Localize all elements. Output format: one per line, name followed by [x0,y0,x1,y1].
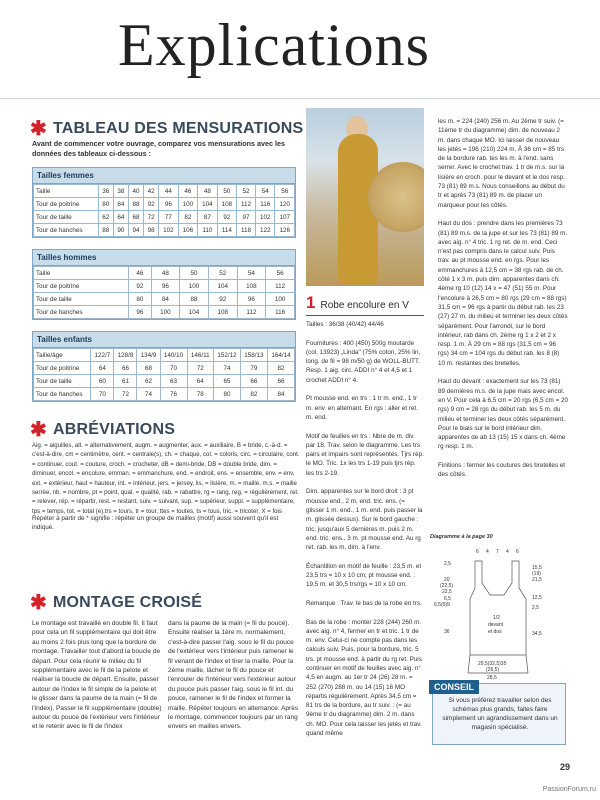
table-cell: 82 [267,362,294,375]
table-cell: 92 [144,198,159,211]
table-cell: 80 [129,293,151,306]
table-row [34,185,295,198]
table-cell: 56 [275,185,295,198]
footer-watermark: PassionForum.ru [542,786,596,793]
asterisk-icon: ✱ [30,118,47,140]
row-label: Tour de poitrine [34,280,129,293]
svg-text:(22,5): (22,5) [440,583,454,589]
table-cell: 66 [114,362,137,375]
table-cell: 82 [240,388,267,401]
page-title: Explications [118,12,430,78]
table-femmes [32,167,296,238]
conseil-tag: CONSEIL [429,680,479,694]
diagram-title: Diagramme à la page 30 [430,534,493,540]
table-row [34,280,295,293]
table-cell: 48 [151,267,180,280]
table-cell: 70 [160,362,187,375]
table-cell: 84 [267,388,294,401]
diag-label-top: 6 [476,549,479,555]
svg-text:(26,5): (26,5) [486,667,500,673]
abreviations-repeat: Répéter à partir de * signifie : répéter un groupe de mailles (motif) aussi souvent qu'il est indiqué. [32,515,279,531]
table-cell: 126 [275,224,295,237]
table-row [34,224,295,237]
svg-text:28,5: 28,5 [487,675,497,681]
table-cell: 108 [237,280,266,293]
table-cell: 74 [213,362,240,375]
conseil-box [432,683,566,745]
table-cell: 108 [208,306,237,319]
table-cell: 64 [187,375,213,388]
table-row [34,349,295,362]
table-cell: 120 [275,198,295,211]
table-cell: 106 [178,224,197,237]
row-label: Tour de hanches [34,306,129,319]
table-cell: 84 [113,198,128,211]
svg-text:1/2: 1/2 [493,615,500,621]
table-cell: 122/7 [91,349,114,362]
table-cell: 36 [98,185,113,198]
row-label: Taille [34,267,129,280]
svg-text:12,5: 12,5 [532,595,542,601]
table-cell: 158/13 [240,349,267,362]
table-enfants [32,331,296,402]
table-cell: 104 [198,198,217,211]
table-cell: 54 [255,185,274,198]
table-cell: 77 [159,211,178,224]
table-cell: 87 [198,211,217,224]
table-cell: 56 [266,267,295,280]
mensurations-heading [30,119,303,139]
table-cell: 48 [198,185,217,198]
svg-text:6,5(6)9: 6,5(6)9 [434,602,450,608]
table-cell: 50 [180,267,209,280]
montage-col2: dans la paume de la main (= fil du pouce). Ensuite réaliser la 1ère m. normalement, c'est-à-dire passer l'aig. sous le fil du pouce de l'extérieur vers l'intérieur puis ramener le fil venant de l'index et tirer la maille. Pour la 2ème maille, lâcher le fil du pouce et l'enrouler de l'intérieur vers l'extérieur autour du pouce puis passer l'aig. sous le fil int. du pouce, ramener le fil de l'index et former la maille. Répéter toujours en alternance. Après le montage, commencer toujours par un rang envers en mailles envers. [168,620,299,731]
table-cell: 98 [144,224,159,237]
svg-text:(19): (19) [532,571,541,577]
table-cell: 62 [137,375,160,388]
svg-text:15,5: 15,5 [532,565,542,571]
table-cell: 72 [187,362,213,375]
table-cell: 66 [267,375,294,388]
table-cell: 110 [198,224,217,237]
table-cell: 108 [217,198,236,211]
table-cell: 112 [266,280,295,293]
table-cell: 102 [255,211,274,224]
montage-col1: Le montage est travaillé en double fil. Il faut pour cela un fil supplémentaire qui doit être au moins 2 fois plus long que la bordure de montage. Travailler tout d'abord la boucle de départ. Pour cela réunir le milieu du fil supplémentaire avec le fil de la pelote et réaliser la boucle de départ. Ensuite, passer autour de l'index le fil simple de la pelote et le glisser dans la paume de la main (= fil de l'index). Passer le fil supplémentaire (double) autour du pouce de l'extérieur vers l'intérieur et le retenir avec le fil de l'index [32,620,162,731]
table-cell: 102 [159,224,178,237]
table-row [34,388,295,401]
table-cell: 60 [91,375,114,388]
row-label: Tour de poitrine [34,198,99,211]
table-cell: 50 [217,185,236,198]
table-cell: 61 [114,375,137,388]
table-cell: 107 [275,211,295,224]
table-row [34,362,295,375]
table-cell: 64 [91,362,114,375]
table-cell: 72 [144,211,159,224]
svg-text:7: 7 [496,549,499,555]
svg-text:21,5: 21,5 [532,577,542,583]
table-cell: 100 [180,280,209,293]
svg-text:2,5: 2,5 [532,605,539,611]
table-enfants-title: Tailles enfants [33,332,295,348]
table-cell: 88 [180,293,209,306]
table-cell: 90 [113,224,128,237]
table-cell: 164/14 [267,349,294,362]
svg-text:29,5(32,5)35: 29,5(32,5)35 [478,661,507,667]
table-cell: 82 [178,211,197,224]
table-cell: 65 [213,375,240,388]
table-cell: 104 [180,306,209,319]
table-row [34,306,295,319]
montage-heading-text: MONTAGE CROISÉ [52,594,203,611]
svg-text:6: 6 [516,549,519,555]
robe-title: Robe encolure en V [320,300,409,311]
table-cell: 94 [128,224,143,237]
row-label: Tour de taille [34,375,91,388]
svg-text:6,5: 6,5 [444,596,451,602]
svg-text:22,5: 22,5 [442,589,452,595]
dress-diagram [430,543,565,681]
table-cell: 100 [151,306,180,319]
title-divider [0,98,600,99]
asterisk-icon: ✱ [30,419,47,441]
table-row [34,293,295,306]
table-cell: 152/12 [213,349,240,362]
svg-text:4: 4 [486,549,489,555]
table-cell: 88 [98,224,113,237]
table-cell: 64 [113,211,128,224]
table-cell: 46 [178,185,197,198]
table-row [34,198,295,211]
row-label: Tour de hanches [34,388,91,401]
table-cell: 140/10 [160,349,187,362]
dress-outline [470,561,526,655]
robe-heading [306,293,424,316]
table-cell: 118 [237,224,256,237]
montage-heading [30,593,202,613]
table-cell: 92 [217,211,236,224]
row-label: Tour de hanches [34,224,99,237]
table-cell: 97 [237,211,256,224]
mensurations-heading-text: TABLEAU DES MENSURATIONS [52,120,304,137]
table-cell: 96 [129,306,151,319]
svg-text:4: 4 [506,549,509,555]
conseil-text: Si vous préférez travailler selon des schémas plus grands, faites faire simplement un agrandissement dans un magasin spécialisé. [442,697,558,731]
table-cell: 100 [178,198,197,211]
table-cell: 72 [114,388,137,401]
table-cell: 74 [137,388,160,401]
table-femmes-title: Tailles femmes [33,168,295,184]
row-label: Tour de taille [34,211,99,224]
row-label: Taille/âge [34,349,91,362]
table-cell: 88 [128,198,143,211]
table-cell: 104 [208,280,237,293]
svg-text:devant: devant [488,622,504,628]
table-cell: 63 [160,375,187,388]
table-cell: 80 [213,388,240,401]
abreviations-heading [30,420,175,440]
row-label: Tour de taille [34,293,129,306]
abreviations-heading-text: ABRÉVIATIONS [52,421,176,438]
table-cell: 116 [255,198,274,211]
table-cell: 66 [240,375,267,388]
table-cell: 146/11 [187,349,213,362]
table-hommes [32,249,296,320]
svg-text:34,5: 34,5 [532,631,542,637]
abreviations-text: Aig. = aiguilles, alt. = alternativement, augm. = augmenter, aux. = auxiliaire, B = bride, c.-à-d. = c'est-à-dire, cm = centimètre, cent. = centrale(s), ch. = chaque, col. = coloris, circ. = circulaire, cont. = continuer, cout. = couture, croch. = crocheter, dB = demi-bride, DB = double bride, dim. = diminuer, encol. = encolure, emman. = emmanchure, end. = endroit, ens. = ensemble, env. = env, ext. = extérieur, haut = hauteur, int. = intérieur, jers. = jersey, lis. = lisière, m. = maille, m.s. = maille serrée, nb. = nombre, pt = point, qual. = qualité, rab. = rabattre, rg = rang, reg. = régulièrement, rel. = relever, rép. = répartir, rest. = restant, suiv. = suivant, sup. = supérieur, suppl. = supplémentaire, tps = temps, tot. = total (e),trs = tours, tr = tour, ttes = toutes, ts = tous, tric. = tricoter, X = fois [32,442,300,515]
page-number: 29 [559,762,570,772]
mensurations-intro: Avant de commencer votre ouvrage, comparez vos mensurations avec les données des tableaux ci-dessous : [32,139,285,158]
svg-text:et dos: et dos [488,629,502,635]
table-cell: 96 [151,280,180,293]
robe-number: 1 [306,293,316,312]
table-cell: 92 [208,293,237,306]
table-cell: 44 [159,185,178,198]
table-cell: 52 [208,267,237,280]
instructions-right: les m. = 224 (240) 256 m. Au 2ème tr suiv. (= 11ème tr du diagramme) dim. de nouveau 2 m. dans chaque MO. Ici laisser de nouveau les jetés = 196 (210) 224 m. À 36 cm = 85 trs de la bordure rab. tes les m. à l'end. sans serrer. Avec le crochet trav. 1 tr de m.s. sur la lisière en croch. pour le devant et le dos resp. 73 (81) 89 m.s. Nous conseillons au début du tr et après 73 (81) 89 m. de placer un marqueur pour les côtés. Haut du dos : prendre dans les premières 73 (81) 89 m.s. de la jupe et sur les 73 (81) 89 m. avec aig. n° 4 tric. 1 rg ret. de m. end. Ceci n'est pas compris dans le calcul suiv. Puis trav. au pt mousse end. en rgs. Pour les emmanchures à 12,5 cm = 38 rgs rab. de ch. côté 1 x 3 m. puis dim. apparentes dans ch. 4ème rg 10 (12) 14 x = 47 (51) 55 m. Pour l'encolure à 26,5 cm = 80 rgs (29 cm = 88 rgs) 31,5 cm = 96 rgs à partir du début rab. les 23 (27) 27 m. du milieu et terminer les deux côtés séparément. Pour l'arrondi, sur le bord intérieur, rab dans ch. 2ème rg 1 x 2 et 2 x resp. 1 m. À 29 cm = 88 rgs (31,5 cm = 96 rgs) 34 cm = 104 rgs du début rab. les 8 (8) 10 m. restantes des bretelles. Haut du devant : exactement sur les 73 (81) 89 dernières m.s. de la jupe mais avec encol. en V. Pour cela à 6,5 cm = 20 rgs (6,5 cm = 20 rgs) 9 cm = 28 rgs du début rab. les 5 m. du milieu et terminer les deux côtés séparément. Pour le biais sur le bord intérieur dim. apparentes de ab 13 (15) 15 x dans ch. 4ème rg resp. 1 m. Finitions : fermer les coutures des bretelles et des côtés. [438,118,568,479]
table-cell: 112 [237,306,266,319]
row-label: Tour de poitrine [34,362,91,375]
table-cell: 40 [128,185,143,198]
table-cell: 78 [187,388,213,401]
table-hommes-title: Tailles hommes [33,250,295,266]
row-label: Taille [34,185,99,198]
table-row [34,267,295,280]
model-photo [306,108,424,286]
table-cell: 92 [129,280,151,293]
table-cell: 54 [237,267,266,280]
table-row [34,211,295,224]
asterisk-icon: ✱ [30,592,47,614]
table-cell: 80 [98,198,113,211]
table-cell: 112 [237,198,256,211]
table-cell: 116 [266,306,295,319]
table-cell: 134/9 [137,349,160,362]
svg-text:2,5: 2,5 [444,561,451,567]
table-cell: 96 [237,293,266,306]
svg-text:36: 36 [444,629,450,635]
svg-text:20: 20 [444,577,450,583]
table-cell: 42 [144,185,159,198]
table-cell: 68 [128,211,143,224]
table-cell: 70 [91,388,114,401]
table-cell: 84 [151,293,180,306]
table-cell: 46 [129,267,151,280]
table-cell: 76 [160,388,187,401]
table-cell: 68 [137,362,160,375]
table-cell: 114 [217,224,236,237]
table-cell: 122 [255,224,274,237]
table-cell: 52 [237,185,256,198]
robe-instructions: Tailles : 36/38 (40/42) 44/46 Fournitures : 400 (450) 500g moutarde (col. 13923) „Linda" (75% coton, 25% lin, long. de fil = 98 m/50 g) de WOLL-BUTT. Resp. 1 aig. circ. ADDI n° 4 et 4,5 et 1 crochet ADDI n° 4. Pt mousse end. en trs : 1 tr m. end., 1 tr m. env. en alternant. En rgs : aller et ret. m. end. Motif de feuilles en trs : Nbre de m. div. par 18. Trav. selon le diagramme. Les trs pairs et impairs sont représentés. Tjrs rép. le MO. Tric. 1x les trs 1-19 puis tjrs rép. les trs 2-19. Dim. apparentes sur le bord droit : 3 pt mousse end., 2 m. end. tric. ens. (= glisser 1 m. end., 1 m. end. puis passer la m. glissée dessus). Sur le bord gauche : tric. jusqu'aux 5 dernières m. puis 2 m. end. tric. ens., 3 m. pt mousse end. Au rg ret. rab. les m. dim. à l'env. Échantillon en motif de feuille : 23,5 m. et 23,5 trs = 10 x 10 cm; pt mousse end. : 19,5 m. et 30,5 trs/rgs = 10 x 10 cm. Remarque : Trav. le bas de la robe en trs. Bas de la robe : monter 228 (244) 260 m. avec aig. n° 4, fermer en tr et tric. 1 tr de m. env. Celui-ci ne compte pas dans les calculs suiv. Puis, pour la bordure, tric. 5 trs. pt mousse end. à partir du rg ret. Puis continuer en motif de feuilles avec aig. n° 4,5 en augm. au 1er tr 24 (26) 28 m. = 252 (270) 288 m. ou 14 (15) 16 MO répartis régulièrement. Après 34,5 cm = 81 trs de la bordure, au tr suiv. : (= au 9ème tr du diagramme) dim. 2 m. dans ch. MO. Pour cela laisser les jetés et trav. quand même [306,321,424,738]
table-cell: 100 [266,293,295,306]
table-cell: 128/8 [114,349,137,362]
table-cell: 79 [240,362,267,375]
table-row [34,375,295,388]
table-cell: 38 [113,185,128,198]
table-cell: 62 [98,211,113,224]
table-cell: 96 [159,198,178,211]
